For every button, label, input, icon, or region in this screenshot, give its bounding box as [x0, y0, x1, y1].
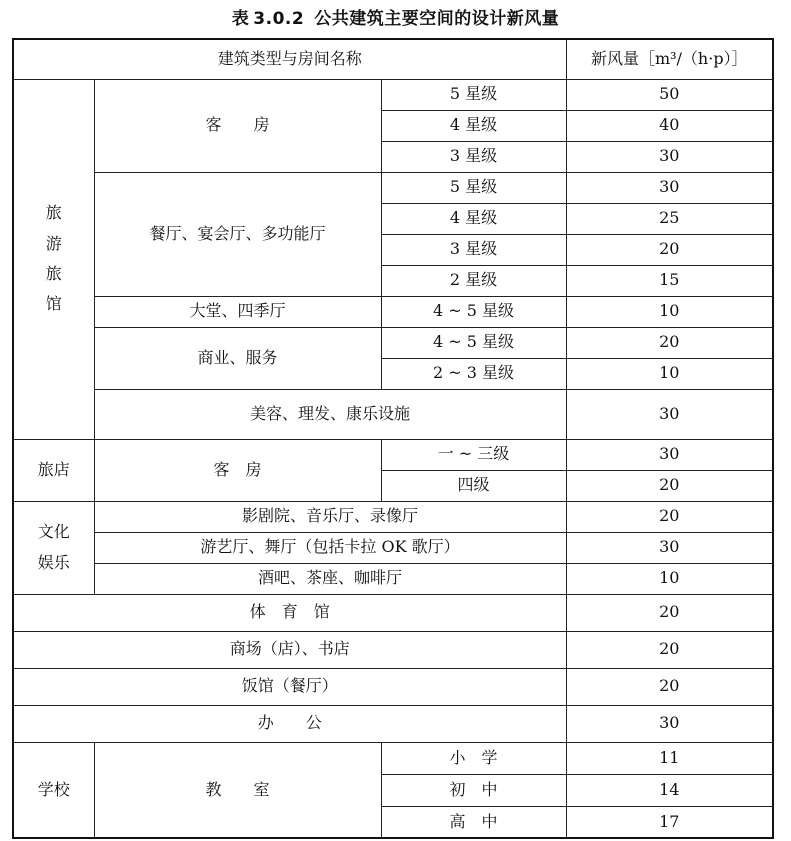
table-row: [13, 563, 773, 594]
grade-cell: 4 ~ 5 星级: [381, 296, 566, 327]
grade-cell: 高 中: [381, 806, 566, 838]
table-row: [13, 532, 773, 563]
room-mall: 商场（店）、书店: [13, 631, 566, 668]
room-inn: 客 房: [94, 439, 381, 501]
header-type-room: 建筑类型与房间名称: [13, 39, 566, 79]
header-row: [13, 39, 773, 79]
grade-cell: 4 星级: [381, 110, 566, 141]
value-cell: 10: [566, 563, 773, 594]
value-cell: 10: [566, 358, 773, 389]
value-cell: 30: [566, 141, 773, 172]
title-number: 3.0.2: [253, 9, 305, 29]
room-classroom: 教 室: [94, 742, 381, 838]
value-cell: 50: [566, 79, 773, 110]
room-guest-room: 客 房: [94, 79, 381, 172]
room-office: 办 公: [13, 705, 566, 742]
value-cell: 20: [566, 470, 773, 501]
table-row: [13, 389, 773, 439]
value-cell: 30: [566, 705, 773, 742]
value-cell: 20: [566, 327, 773, 358]
value-cell: 40: [566, 110, 773, 141]
grade-cell: 3 星级: [381, 234, 566, 265]
value-cell: 20: [566, 234, 773, 265]
grade-cell: 初 中: [381, 774, 566, 806]
title-prefix: 表: [231, 9, 250, 29]
value-cell: 20: [566, 594, 773, 631]
table-row: [13, 668, 773, 705]
room-cell: 影剧院、音乐厅、录像厅: [94, 501, 566, 532]
table-row: [13, 501, 773, 532]
title-text: 公共建筑主要空间的设计新风量: [314, 9, 560, 29]
category-inn: 旅店: [13, 439, 94, 501]
table-row: [13, 296, 773, 327]
grade-cell: 2 星级: [381, 265, 566, 296]
room-cell: 游艺厅、舞厅（包括卡拉 OK 歌厅）: [94, 532, 566, 563]
room-cell: 酒吧、茶座、咖啡厅: [94, 563, 566, 594]
room-restaurant: 饭馆（餐厅）: [13, 668, 566, 705]
room-commerce: 商业、服务: [94, 327, 381, 389]
grade-cell: 小 学: [381, 742, 566, 774]
room-beauty: 美容、理发、康乐设施: [94, 389, 566, 439]
airflow-table: [12, 38, 774, 839]
value-cell: 11: [566, 742, 773, 774]
table-row: [13, 79, 773, 110]
grade-cell: 5 星级: [381, 172, 566, 203]
grade-cell: 4 ~ 5 星级: [381, 327, 566, 358]
table-row: [13, 172, 773, 203]
value-cell: 15: [566, 265, 773, 296]
value-cell: 20: [566, 631, 773, 668]
value-cell: 17: [566, 806, 773, 838]
room-dining: 餐厅、宴会厅、多功能厅: [94, 172, 381, 296]
value-cell: 30: [566, 532, 773, 563]
value-cell: 20: [566, 668, 773, 705]
value-cell: 30: [566, 172, 773, 203]
header-airflow: 新风量［m³/（h·p）］: [566, 39, 773, 79]
room-gym: 体 育 馆: [13, 594, 566, 631]
table-row: [13, 594, 773, 631]
table-row: [13, 631, 773, 668]
table-title: [0, 4, 791, 29]
table-row: [13, 742, 773, 774]
grade-cell: 四级: [381, 470, 566, 501]
table-row: [13, 705, 773, 742]
value-cell: 30: [566, 389, 773, 439]
grade-cell: 2 ~ 3 星级: [381, 358, 566, 389]
value-cell: 10: [566, 296, 773, 327]
category-tourist-hotel: 旅 游 旅 馆: [13, 79, 94, 439]
category-school: 学校: [13, 742, 94, 838]
grade-cell: 一 ~ 三级: [381, 439, 566, 470]
table-row: [13, 327, 773, 358]
room-lobby: 大堂、四季厅: [94, 296, 381, 327]
grade-cell: 4 星级: [381, 203, 566, 234]
value-cell: 25: [566, 203, 773, 234]
table-row: [13, 439, 773, 470]
value-cell: 14: [566, 774, 773, 806]
grade-cell: 5 星级: [381, 79, 566, 110]
category-culture: 文化 娱乐: [13, 501, 94, 594]
grade-cell: 3 星级: [381, 141, 566, 172]
value-cell: 20: [566, 501, 773, 532]
value-cell: 30: [566, 439, 773, 470]
